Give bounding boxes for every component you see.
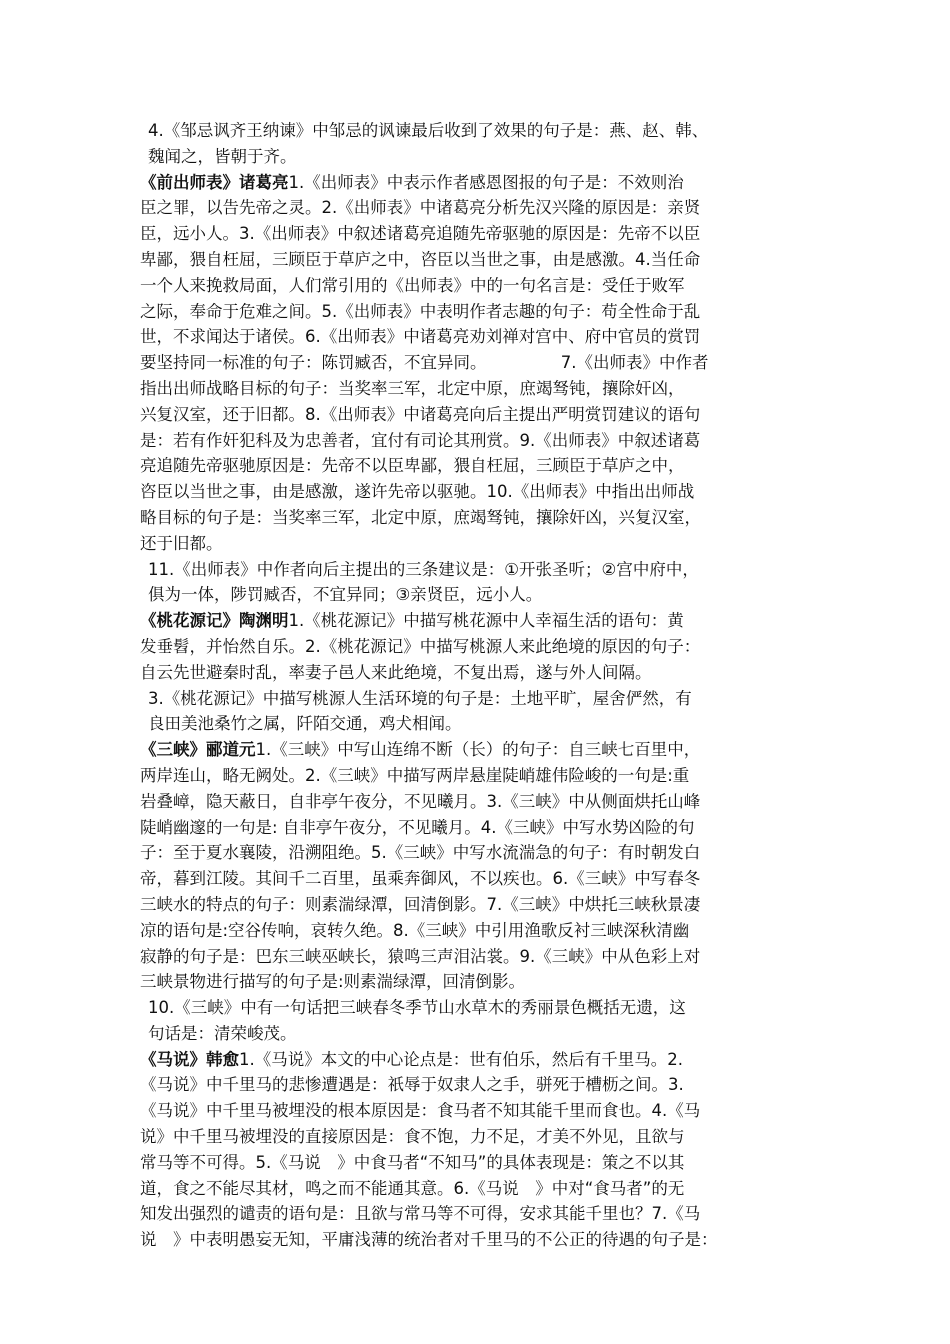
line-text: 是：若有作奸犯科及为忠善者，宜付有司论其刑赏。9.《出师表》中叙述诸葛 [140, 430, 701, 450]
line-text: 之际，奉命于危难之间。5.《出师表》中表明作者志趣的句子：苟全性命于乱 [140, 301, 701, 321]
text-line [140, 195, 820, 221]
line-text: 子：至于夏水襄陵，沿溯阻绝。5.《三峡》中写水流湍急的句子：有时朝发白 [140, 843, 701, 863]
text-line [140, 453, 820, 479]
line-text: 陡峭幽邃的一句是: 自非亭午夜分，不见曦月。4.《三峡》中写水势凶险的句 [140, 817, 695, 837]
text-line [140, 892, 820, 918]
section-heading: 《桃花源记》陶渊明 [140, 611, 289, 631]
line-text: 寂静的句子是：巴东三峡巫峡长，猿鸣三声泪沾裳。9.《三峡》中从色彩上对 [140, 946, 701, 966]
line-text: 两岸连山，略无阙处。2.《三峡》中描写两岸悬崖陡峭雄伟险峻的一句是:重 [140, 765, 690, 785]
text-line [140, 686, 820, 712]
text-line [140, 866, 820, 892]
text-line [140, 918, 820, 944]
line-text: 1.《三峡》中写山连绵不断（长）的句子：自三峡七百里中， [255, 740, 701, 760]
text-line [140, 402, 820, 428]
text-line [140, 118, 820, 144]
text-line [140, 531, 820, 557]
line-text: 1.《出师表》中表示作者感恩图报的句子是：不效则治 [288, 172, 684, 192]
line-text: 还于旧都。 [140, 533, 223, 553]
text-line [140, 1098, 820, 1124]
text-line [140, 815, 820, 841]
line-text: 发垂髫，并怡然自乐。2.《桃花源记》中描写桃源人来此绝境的原因的句子： [140, 636, 701, 656]
line-text: 指出出师战略目标的句子：当奖率三军，北定中原，庶竭驽钝，攘除奸凶， [140, 378, 685, 398]
text-line [140, 737, 820, 763]
line-text: 4.《邹忌讽齐王纳谏》中邹忌的讽谏最后收到了效果的句子是：燕、赵、韩、 [148, 121, 709, 140]
line-text: 道，食之不能尽其材，鸣之而不能通其意。6.《马说 》中对“食马者”的无 [140, 1178, 685, 1198]
line-text: 1.《桃花源记》中描写桃花源中人幸福生活的语句：黄 [288, 611, 684, 631]
line-text: 《马说》中千里马的悲惨遭遇是：祇辱于奴隶人之手，骈死于槽枥之间。3. [140, 1075, 684, 1095]
line-text: 兴复汉室，还于旧都。8.《出师表》中诸葛亮向后主提出严明赏罚建议的语句 [140, 404, 701, 424]
line-text: 良田美池桑竹之属，阡陌交通，鸡犬相闻。 [148, 714, 462, 734]
line-text: 魏闻之，皆朝于齐。 [148, 146, 297, 166]
document-body [140, 118, 820, 1253]
text-line [140, 505, 820, 531]
line-text: 俱为一体，陟罚臧否，不宜异同；③亲贤臣，远小人。 [148, 585, 543, 605]
section-heading: 《马说》韩愈 [140, 1049, 239, 1069]
text-line [140, 969, 820, 995]
text-line [140, 144, 820, 170]
text-line [140, 428, 820, 454]
line-text: 《马说》中千里马被埋没的根本原因是：食马者不知其能千里而食也。4.《马 [140, 1101, 701, 1121]
text-line [140, 711, 820, 737]
text-line [140, 634, 820, 660]
text-line [140, 582, 820, 608]
text-line [140, 763, 820, 789]
text-line [140, 840, 820, 866]
line-text: 说 》中表明愚妄无知，平庸浅薄的统治者对千里马的不公正的待遇的句子是： [140, 1230, 718, 1250]
line-text: 11.《出师表》中作者向后主提出的三条建议是：①开张圣听；②宫中府中， [148, 559, 699, 579]
line-text: 3.《桃花源记》中描写桃源人生活环境的句子是：土地平旷，屋舍俨然，有 [148, 688, 692, 708]
text-line [140, 1227, 820, 1253]
line-text: 臣，远小人。3.《出师表》中叙述诸葛亮追随先帝驱驰的原因是：先帝不以臣 [140, 224, 701, 244]
line-text: 帝，暮到江陵。其间千二百里，虽乘奔御风，不以疾也。6.《三峡》中写春冬 [140, 869, 701, 889]
text-line [140, 479, 820, 505]
text-line [140, 944, 820, 970]
line-text: 句话是：清荣峻茂。 [148, 1023, 297, 1043]
line-text: 三峡景物进行描写的句子是:则素湍绿潭，回清倒影。 [140, 972, 526, 992]
text-line [140, 1124, 820, 1150]
line-text: 岩叠嶂，隐天蔽日，自非亭午夜分，不见曦月。3.《三峡》中从侧面烘托山峰 [140, 791, 701, 811]
line-text: 要坚持同一标准的句子：陈罚臧否，不宜异同。 7.《出师表》中作者 [140, 353, 709, 373]
line-text: 一个人来挽救局面，人们常引用的《出师表》中的一句名言是：受任于败军 [140, 275, 685, 295]
section-heading: 《前出师表》诸葛亮 [140, 172, 289, 192]
line-text: 凉的语句是:空谷传响，哀转久绝。8.《三峡》中引用渔歌反衬三峡深秋清幽 [140, 920, 690, 940]
text-line [140, 1072, 820, 1098]
line-text: 世，不求闻达于诸侯。6.《出师表》中诸葛亮劝刘禅对宫中、府中官员的赏罚 [140, 327, 701, 347]
line-text: 自云先世避秦时乱，率妻子邑人来此绝境，不复出焉，遂与外人间隔。 [140, 662, 652, 682]
line-text: 10.《三峡》中有一句话把三峡春冬季节山水草木的秀丽景色概括无遗，这 [148, 998, 686, 1018]
line-text: 1.《马说》本文的中心论点是：世有伯乐，然后有千里马。2. [239, 1049, 683, 1069]
line-text: 略目标的句子是：当奖率三军，北定中原，庶竭驽钝，攘除奸凶，兴复汉室， [140, 507, 701, 527]
text-line [140, 170, 820, 196]
text-line [140, 376, 820, 402]
line-text: 亮追随先帝驱驰原因是：先帝不以臣卑鄙，猥自枉屈，三顾臣于草庐之中， [140, 456, 685, 476]
text-line [140, 324, 820, 350]
text-line [140, 1021, 820, 1047]
text-line [140, 247, 820, 273]
text-line [140, 995, 820, 1021]
text-line [140, 1176, 820, 1202]
line-text: 卑鄙，猥自枉屈，三顾臣于草庐之中，咨臣以当世之事，由是感激。4.当任命 [140, 249, 701, 269]
text-line [140, 1201, 820, 1227]
section-heading: 《三峡》郦道元 [140, 740, 256, 760]
text-line [140, 1047, 820, 1073]
line-text: 常马等不可得。5.《马说 》中食马者“不知马”的具体表现是：策之不以其 [140, 1152, 685, 1172]
text-line [140, 1150, 820, 1176]
line-text: 知发出强烈的谴责的语句是：且欲与常马等不可得，安求其能千里也？7.《马 [140, 1204, 701, 1224]
text-line [140, 273, 820, 299]
text-line [140, 557, 820, 583]
text-line [140, 221, 820, 247]
text-line [140, 789, 820, 815]
line-text: 三峡水的特点的句子：则素湍绿潭，回清倒影。7.《三峡》中烘托三峡秋景凄 [140, 894, 701, 914]
line-text: 咨臣以当世之事，由是感激，遂许先帝以驱驰。10.《出师表》中指出出师战 [140, 482, 695, 502]
text-line [140, 608, 820, 634]
text-line [140, 299, 820, 325]
line-text: 说》中千里马被埋没的直接原因是：食不饱，力不足，才美不外见，且欲与 [140, 1127, 685, 1147]
line-text: 臣之罪，以告先帝之灵。2.《出师表》中诸葛亮分析先汉兴隆的原因是：亲贤 [140, 198, 701, 218]
text-line [140, 660, 820, 686]
text-line [140, 350, 820, 376]
